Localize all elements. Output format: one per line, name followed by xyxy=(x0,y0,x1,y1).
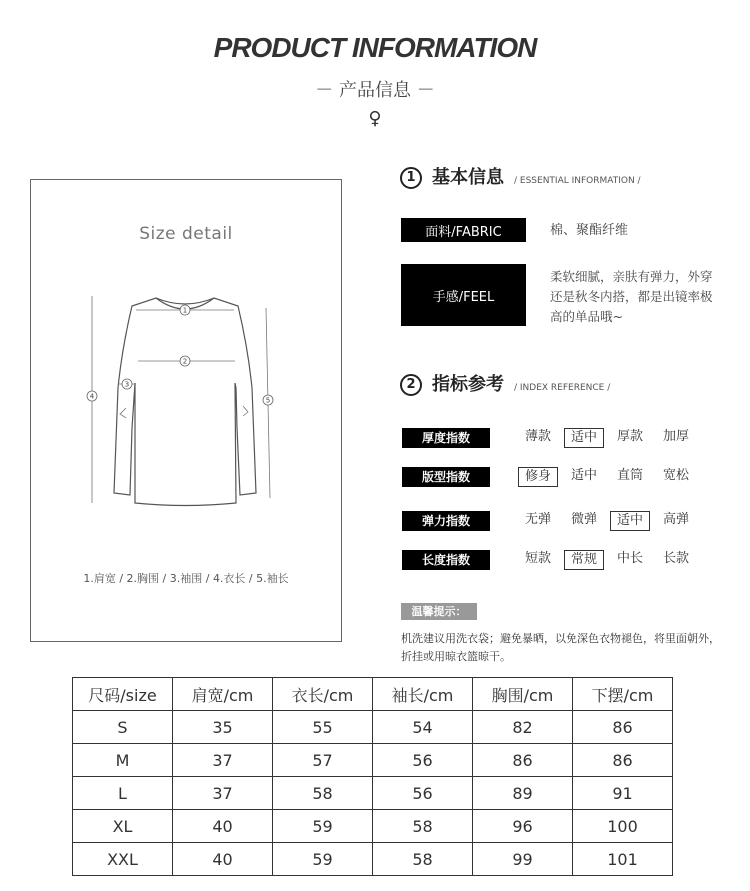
size-table-cell: XL xyxy=(73,810,173,843)
index-option: 厚款 xyxy=(616,429,643,444)
measure-legend: 1.肩宽 / 2.胸围 / 3.袖围 / 4.衣长 / 5.袖长 xyxy=(83,572,289,585)
index-title: 指标参考 xyxy=(432,374,504,395)
size-detail-caption: Size detail xyxy=(139,224,233,244)
index-option-selected: 适中 xyxy=(610,511,650,531)
size-table-cell: 82 xyxy=(473,711,573,744)
size-table-row xyxy=(73,777,673,810)
essential-subtitle: / ESSENTIAL INFORMATION / xyxy=(514,176,641,186)
size-table-cell: 54 xyxy=(373,711,473,744)
page-subtitle: － 产品信息 － xyxy=(315,80,435,101)
female-symbol-icon: ♀ xyxy=(368,108,382,129)
marker-label-2: 2 xyxy=(182,357,188,366)
index-option: 宽松 xyxy=(662,468,689,483)
feel-label: 手感/FEEL xyxy=(401,264,526,326)
essential-title: 基本信息 xyxy=(432,167,504,188)
size-table xyxy=(72,677,673,876)
marker-label-4: 4 xyxy=(89,392,95,401)
index-option: 高弹 xyxy=(662,512,689,527)
size-table-cell: 35 xyxy=(173,711,273,744)
index-option: 微弹 xyxy=(570,512,597,527)
size-table-cell: 100 xyxy=(573,810,673,843)
size-table-header-cell: 衣长/cm xyxy=(273,678,373,711)
size-table-cell: 91 xyxy=(573,777,673,810)
index-heading xyxy=(400,370,610,396)
size-table-cell: 86 xyxy=(573,711,673,744)
size-table-cell: 56 xyxy=(373,777,473,810)
index-option: 无弹 xyxy=(524,512,551,527)
size-table-header-cell: 下摆/cm xyxy=(573,678,673,711)
feel-value: 柔软细腻，亲肤有弹力，外穿还是秋冬内搭，都是出镜率极高的单品哦~ xyxy=(550,269,713,324)
measure-markers xyxy=(87,305,273,405)
size-table-cell: 99 xyxy=(473,843,573,876)
index-option: 加厚 xyxy=(662,429,689,444)
essential-heading xyxy=(400,163,641,189)
section-number-2: 2 xyxy=(400,374,422,396)
size-table-cell: 55 xyxy=(273,711,373,744)
size-table-cell: 101 xyxy=(573,843,673,876)
size-table-cell: 37 xyxy=(173,744,273,777)
tips-label: 温馨提示： xyxy=(401,603,477,620)
size-table-header-cell: 袖长/cm xyxy=(373,678,473,711)
garment-sketch xyxy=(80,288,290,513)
size-table-cell: 40 xyxy=(173,843,273,876)
marker-label-1: 1 xyxy=(182,306,188,315)
size-table-row xyxy=(73,843,673,876)
size-table-cell: 58 xyxy=(373,810,473,843)
index-option: 长款 xyxy=(662,551,689,566)
size-table-cell: 86 xyxy=(473,744,573,777)
index-option-selected: 常规 xyxy=(564,550,604,570)
size-table-cell: 58 xyxy=(373,843,473,876)
size-table-header-cell: 尺码/size xyxy=(73,678,173,711)
size-table-cell: 89 xyxy=(473,777,573,810)
fabric-label: 面料/FABRIC xyxy=(401,218,526,242)
marker-label-5: 5 xyxy=(265,396,271,405)
size-table-cell: L xyxy=(73,777,173,810)
index-option-selected: 适中 xyxy=(564,428,604,448)
size-table-cell: 37 xyxy=(173,777,273,810)
index-option-selected: 修身 xyxy=(518,467,558,487)
size-table-cell: 96 xyxy=(473,810,573,843)
section-number-1: 1 xyxy=(400,167,422,189)
index-subtitle: / INDEX REFERENCE / xyxy=(514,383,611,393)
size-table-cell: 40 xyxy=(173,810,273,843)
index-label: 版型指数 xyxy=(402,467,490,487)
size-table-cell: 58 xyxy=(273,777,373,810)
index-label: 厚度指数 xyxy=(402,428,490,448)
size-table-row xyxy=(73,744,673,777)
marker-label-3: 3 xyxy=(124,380,130,389)
index-option: 中长 xyxy=(616,551,643,566)
size-table-cell: 86 xyxy=(573,744,673,777)
index-label: 长度指数 xyxy=(402,550,490,570)
index-option: 短款 xyxy=(524,551,551,566)
size-table-cell: 57 xyxy=(273,744,373,777)
size-table-header-cell: 肩宽/cm xyxy=(173,678,273,711)
size-table-header-cell: 胸围/cm xyxy=(473,678,573,711)
index-option: 薄款 xyxy=(524,429,551,444)
size-table-cell: 56 xyxy=(373,744,473,777)
size-table-row xyxy=(73,810,673,843)
size-table-cell: M xyxy=(73,744,173,777)
index-option: 适中 xyxy=(570,468,597,483)
index-option: 直筒 xyxy=(616,468,643,483)
index-label: 弹力指数 xyxy=(402,511,490,531)
page-title: PRODUCT INFORMATION xyxy=(213,32,537,63)
size-table-cell: 59 xyxy=(273,810,373,843)
fabric-value: 棉、聚酯纤维 xyxy=(550,223,629,238)
size-table-cell: XXL xyxy=(73,843,173,876)
tips-text: 机洗建议用洗衣袋；避免暴晒，以免深色衣物褪色，将里面朝外，折挂或用晾衣篮晾干。 xyxy=(401,632,720,663)
size-table-header-row xyxy=(73,678,673,711)
size-table-cell: S xyxy=(73,711,173,744)
size-table-cell: 59 xyxy=(273,843,373,876)
size-table-row xyxy=(73,711,673,744)
